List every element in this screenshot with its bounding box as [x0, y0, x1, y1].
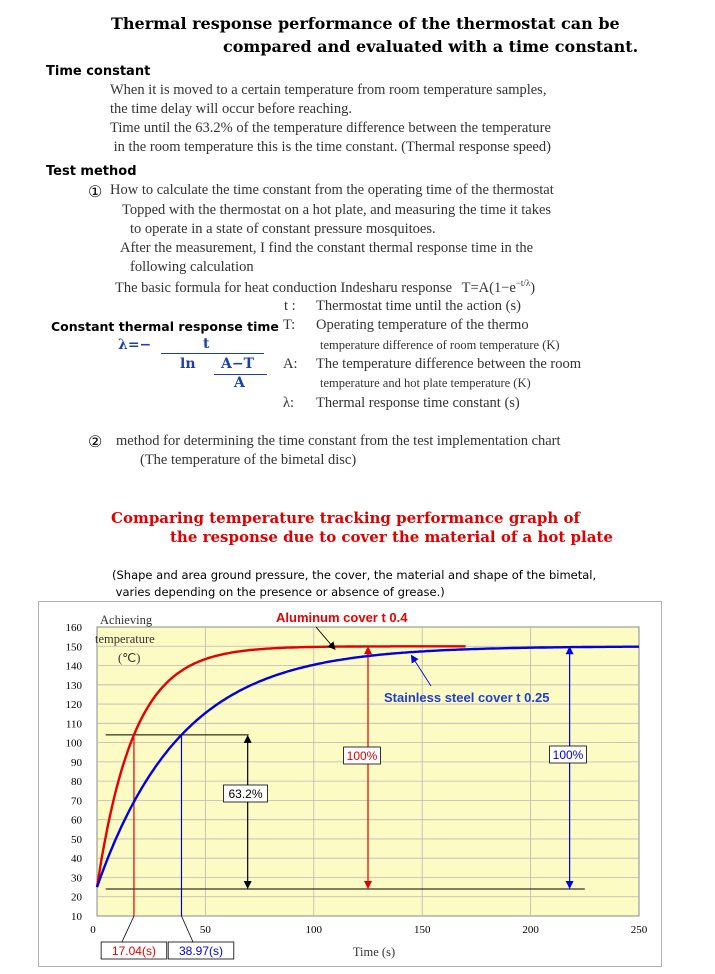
time-constant-line-2: the time delay will occur before reaching. [110, 101, 352, 117]
y-tick-label: 120 [65, 699, 82, 712]
page-title-line1: Thermal response performance of the thermostat can be [111, 14, 620, 33]
page-title-line2: compared and evaluated with a time constant. [223, 37, 639, 56]
method-1-line-4: following calculation [130, 259, 254, 275]
definition-t-text: Thermostat time until the action (s) [316, 298, 521, 314]
basic-formula-expr: T=A(1−e [461, 279, 516, 296]
x-tick-label: 200 [522, 924, 539, 936]
method-1-marker: ① [88, 184, 103, 201]
y-axis-label-line3: (℃) [118, 651, 141, 665]
graph-note-line2: varies depending on the presence or absence of grease.) [112, 585, 445, 599]
red-full-label-text: 100% [346, 749, 378, 763]
graph-note-line1: (Shape and area ground pressure, the cover, the material and shape of the bimetal, [112, 568, 597, 582]
definition-lambda-symbol: λ: [283, 395, 295, 411]
graph-title-line2: the response due to cover the material of a hot plate [170, 528, 613, 546]
y-axis-label-line1: Achieving [100, 613, 153, 627]
y-tick-label: 150 [65, 641, 82, 654]
definition-T-text: Operating temperature of the thermo [316, 317, 529, 333]
y-tick-label: 110 [65, 718, 82, 731]
method-1-line-3: After the measurement, I find the constant thermal response time in the [120, 240, 534, 256]
method-1-line-1: Topped with the thermostat on a hot plate, and measuring the time it takes [122, 202, 552, 218]
blue-full-label-text: 100% [552, 748, 584, 762]
x-tick-label: 250 [630, 924, 648, 936]
tau-red-pointer [122, 916, 134, 942]
tau-blue-pointer [181, 916, 193, 942]
formula-frac-numerator: A−T [221, 356, 255, 372]
definition-T-symbol: T: [283, 317, 296, 333]
y-tick-label: 140 [65, 660, 82, 673]
y-tick-label: 60 [71, 814, 82, 827]
method-2-title: method for determining the time constant from the test implementation chart [116, 433, 561, 449]
method-2-marker: ② [88, 434, 103, 451]
method-1-title: How to calculate the time constant from the operating time of the thermostat [110, 182, 554, 198]
stainless-steel-cover-label: Stainless steel cover t 0.25 [384, 690, 550, 705]
formula-frac-denominator: A [234, 375, 245, 391]
y-axis-label-line2: temperature [95, 632, 155, 646]
definition-A-sub: temperature and hot plate temperature (K) [320, 376, 531, 390]
basic-formula-text: The basic formula for heat conduction Indesharu response [115, 279, 453, 296]
method-1-line-2: to operate in a state of constant pressure mosquitoes. [130, 221, 436, 237]
basic-formula-close: ) [530, 279, 536, 296]
tau-red-label-text: 17.04(s) [111, 944, 156, 958]
formula-label: Constant thermal response time [51, 319, 279, 334]
graph-title-line1: Comparing temperature tracking performance graph of [111, 509, 581, 527]
definition-t-symbol: t : [284, 298, 296, 314]
y-tick-label: 10 [71, 911, 82, 923]
y-tick-label: 80 [71, 776, 82, 789]
formula-ln: ln [180, 356, 196, 372]
x-tick-label: 100 [305, 924, 323, 936]
y-tick-label: 160 [65, 622, 82, 634]
definition-A-symbol: A: [283, 356, 298, 372]
y-tick-label: 130 [65, 679, 82, 692]
level-632-label [224, 785, 268, 802]
method-2-line-2: (The temperature of the bimetal disc) [140, 452, 357, 468]
formula-numerator: t [203, 336, 210, 352]
y-tick-label: 20 [71, 891, 82, 904]
basic-formula-exponent: −t/λ [515, 278, 531, 288]
x-tick-label: 50 [199, 924, 211, 936]
time-constant-line-1: When it is moved to a certain temperature from room temperature samples, [110, 82, 547, 98]
formula-lhs: λ=− [118, 337, 152, 353]
y-tick-label: 70 [71, 795, 82, 808]
tau-blue-label [168, 942, 234, 959]
level-632-label-text: 63.2% [228, 787, 263, 801]
time-constant-heading: Time constant [46, 64, 151, 79]
x-axis-label: Time (s) [352, 945, 396, 959]
definition-lambda-text: Thermal response time constant (s) [316, 395, 520, 411]
tau-red-label [101, 942, 167, 959]
definition-T-sub: temperature difference of room temperature (K) [320, 338, 560, 352]
x-tick-label: 150 [413, 924, 431, 936]
definition-A-text: The temperature difference between the room [316, 356, 582, 372]
time-constant-line-3: Time until the 63.2% of the temperature difference between the temperature [110, 120, 551, 136]
y-tick-label: 50 [71, 833, 82, 846]
test-method-heading: Test method [46, 164, 137, 179]
blue-full-label [550, 746, 587, 763]
y-tick-label: 90 [71, 756, 82, 769]
y-tick-label: 100 [65, 737, 82, 750]
red-full-label [344, 747, 381, 764]
y-tick-label: 30 [71, 872, 82, 885]
tau-blue-label-text: 38.97(s) [178, 944, 224, 958]
x-tick-label: 0 [90, 924, 96, 936]
aluminum-cover-label: Aluminum cover t 0.4 [276, 610, 408, 625]
y-tick-label: 40 [71, 853, 82, 866]
time-constant-line-4: in the room temperature this is the time constant. (Thermal response speed) [110, 139, 551, 155]
